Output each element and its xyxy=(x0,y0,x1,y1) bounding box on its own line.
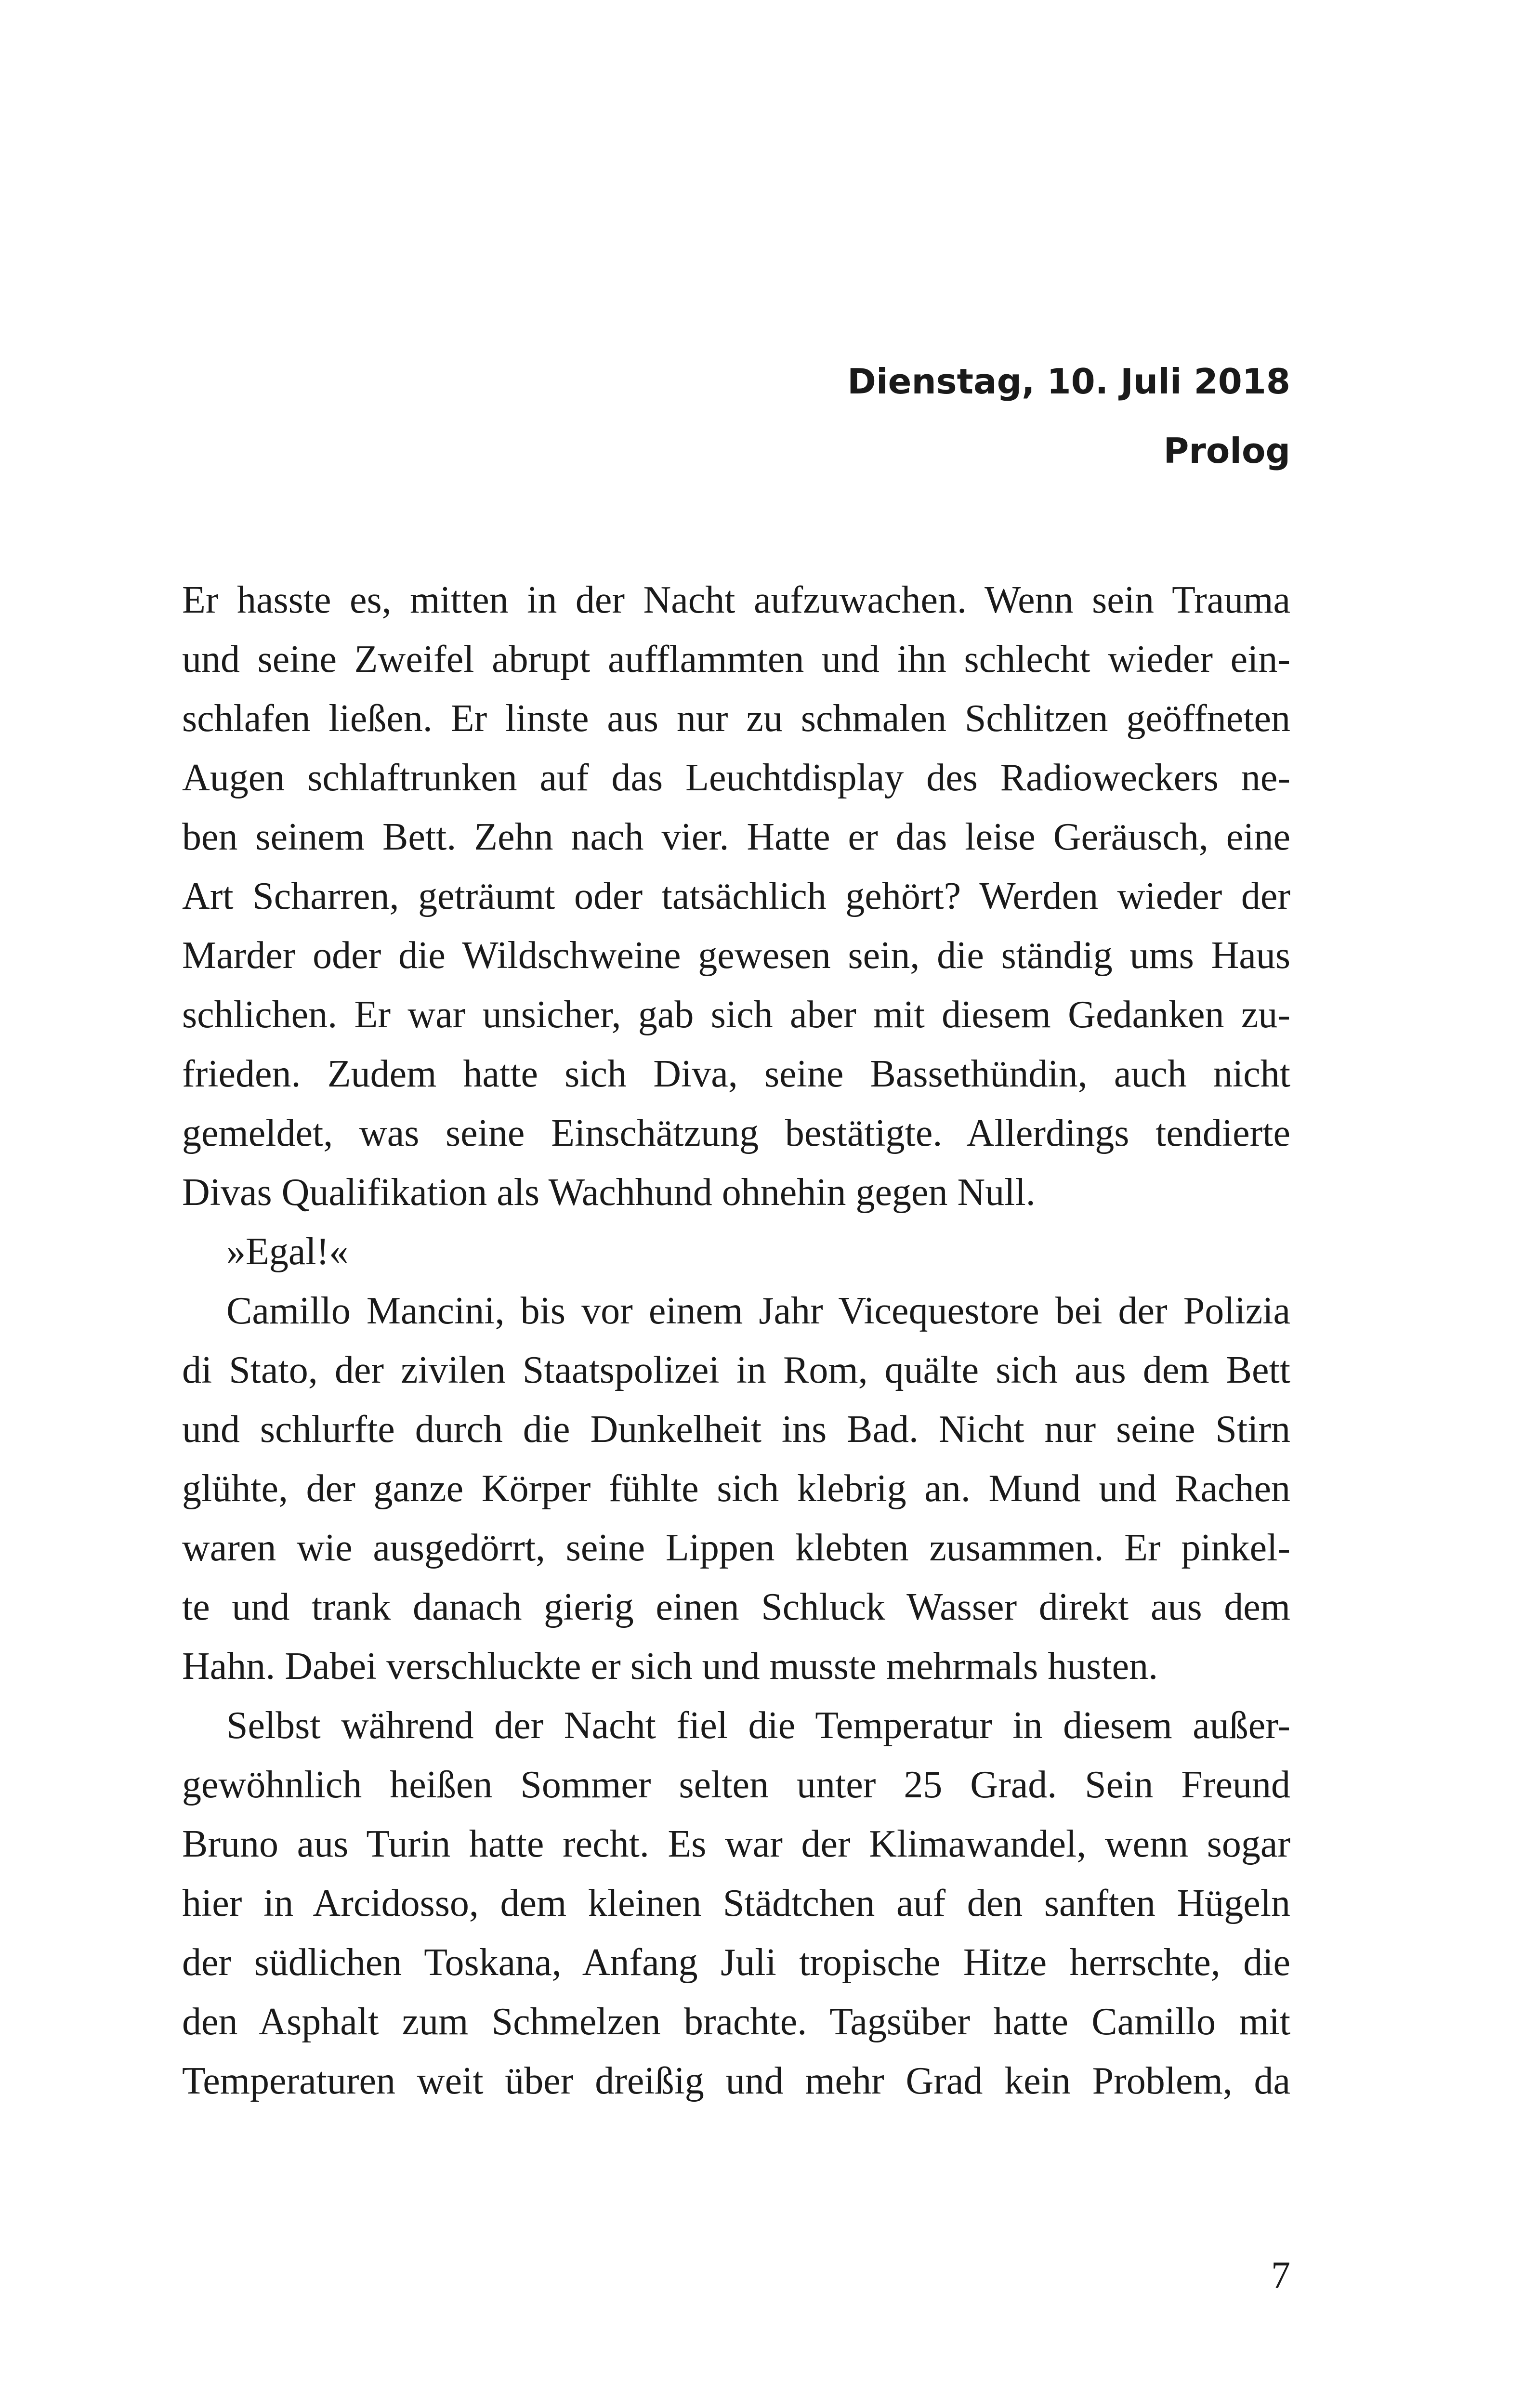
text-line: Art Scharren, geträumt oder tatsächlich gehört? Werden wieder der xyxy=(182,875,1290,917)
text-line: ben seinem Bett. Zehn nach vier. Hatte er das leise Geräusch, eine xyxy=(182,816,1290,858)
text-line: gemeldet, was seine Einschätzung bestätigte. Allerdings tendierte xyxy=(182,1112,1290,1154)
text-line: und schlurfte durch die Dunkelheit ins Bad. Nicht nur seine Stirn xyxy=(182,1408,1290,1451)
text-line: waren wie ausgedörrt, seine Lippen klebten zusammen. Er pinkel- xyxy=(182,1527,1290,1569)
text-line: di Stato, der zivilen Staatspolizei in Rom, quälte sich aus dem Bett xyxy=(182,1349,1290,1391)
text-line: Camillo Mancini, bis vor einem Jahr Vicequestore bei der Polizia xyxy=(226,1290,1290,1332)
text-line: Divas Qualifikation als Wachhund ohnehin gegen Null. xyxy=(182,1171,1036,1214)
body-text xyxy=(182,571,1290,2111)
chapter-heading xyxy=(847,347,1290,485)
text-line: Marder oder die Wildschweine gewesen sein, die ständig ums Haus xyxy=(182,934,1290,977)
text-line: frieden. Zudem hatte sich Diva, seine Bassethündin, auch nicht xyxy=(182,1053,1290,1095)
text-line: Er hasste es, mitten in der Nacht aufzuwachen. Wenn sein Trauma xyxy=(182,579,1290,621)
text-line: den Asphalt zum Schmelzen brachte. Tagsüber hatte Camillo mit xyxy=(182,2001,1290,2043)
text-line: Selbst während der Nacht fiel die Temperatur in diesem außer- xyxy=(226,1704,1290,1747)
text-line: gewöhnlich heißen Sommer selten unter 25 Grad. Sein Freund xyxy=(182,1764,1290,1806)
text-line: te und trank danach gierig einen Schluck Wasser direkt aus dem xyxy=(182,1586,1290,1628)
text-line: »Egal!« xyxy=(226,1230,349,1273)
page-number: 7 xyxy=(1271,2254,1290,2297)
text-line: Hahn. Dabei verschluckte er sich und musste mehrmals husten. xyxy=(182,1645,1158,1688)
text-line: Augen schlaftrunken auf das Leuchtdisplay des Radioweckers ne- xyxy=(182,757,1290,799)
text-line: Temperaturen weit über dreißig und mehr Grad kein Problem, da xyxy=(182,2060,1290,2102)
text-line: hier in Arcidosso, dem kleinen Städtchen auf den sanften Hügeln xyxy=(182,1882,1290,1924)
chapter-title: Prolog xyxy=(1163,431,1290,471)
text-line: schlichen. Er war unsicher, gab sich aber mit diesem Gedanken zu- xyxy=(182,994,1290,1036)
text-line: und seine Zweifel abrupt aufflammten und ihn schlecht wieder ein- xyxy=(182,638,1290,681)
text-line: Bruno aus Turin hatte recht. Es war der Klimawandel, wenn sogar xyxy=(182,1823,1290,1865)
text-line: der südlichen Toskana, Anfang Juli tropische Hitze herrschte, die xyxy=(182,1941,1290,1984)
text-line: schlafen ließen. Er linste aus nur zu schmalen Schlitzen geöffneten xyxy=(182,697,1290,740)
text-line: glühte, der ganze Körper fühlte sich klebrig an. Mund und Rachen xyxy=(182,1467,1290,1510)
chapter-date: Dienstag, 10. Juli 2018 xyxy=(847,361,1290,402)
